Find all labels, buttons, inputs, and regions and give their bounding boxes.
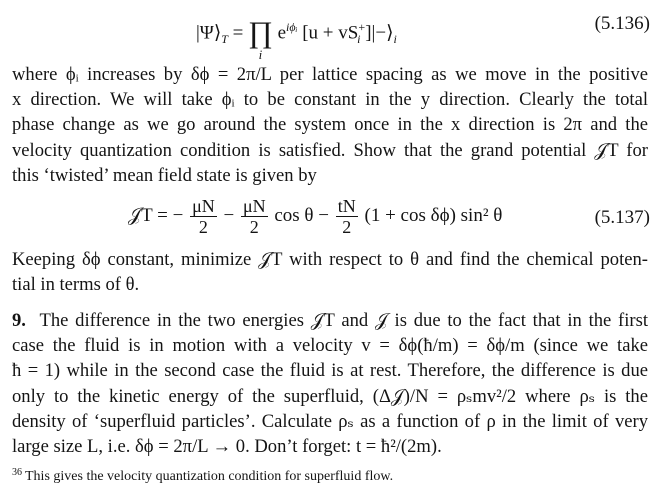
fraction-mu-n-over-2-b bbox=[241, 196, 268, 237]
eq136-dagger: + bbox=[358, 20, 366, 35]
eq136-exp-power: iϕᵢ bbox=[286, 20, 298, 35]
fraction-t-n-over-2 bbox=[336, 196, 358, 237]
fraction-denominator: 2 bbox=[249, 217, 259, 237]
fraction-denominator: 2 bbox=[342, 217, 352, 237]
footnote-text: This gives the velocity quantization condition for superfluid flow. bbox=[25, 469, 394, 484]
eq136-product bbox=[248, 18, 273, 62]
product-symbol: ∏ bbox=[248, 16, 273, 49]
paragraph2-line: Keeping δϕ constant, minimize 𝒥T with respect to θ and find the chemical poten- bbox=[12, 249, 648, 270]
eq136-dagger-sub: i bbox=[357, 32, 361, 47]
equation-5-136 bbox=[0, 8, 662, 62]
footnote-marker: 36 bbox=[12, 467, 22, 478]
eq137-cos-term: cos θ − bbox=[274, 204, 329, 226]
paragraph-twisted-state bbox=[12, 62, 648, 188]
problem9-line: only to the kinetic energy of the superfluid, (Δ𝒥)/N = ρₛmv²/2 where ρₛ is the bbox=[12, 385, 648, 407]
equation-number-5-137: (5.137) bbox=[594, 207, 650, 228]
fraction-numerator: μN bbox=[242, 196, 266, 216]
eq137-tail: (1 + cos δϕ) sin² θ bbox=[364, 204, 503, 226]
problem9-line-text: The difference in the two energies 𝒥T and 𝒥 is due to the fact that in the first bbox=[39, 310, 649, 331]
problem9-line: density of ‘superfluid particles’. Calculate ρₛ as a function of ρ in the limit of very bbox=[12, 410, 648, 432]
problem9-line bbox=[12, 308, 648, 333]
eq136-exp-base: e bbox=[277, 22, 287, 44]
paragraph1-line: velocity quantization condition is satisfied. Show that the grand potential 𝒥T for bbox=[12, 139, 648, 161]
paragraph1-line: this ‘twisted’ mean field state is given by bbox=[12, 164, 317, 186]
eq137-lhs: 𝒥T = bbox=[128, 204, 168, 226]
fraction-numerator: μN bbox=[192, 196, 215, 216]
equation-5-137 bbox=[0, 194, 662, 244]
equation-5-137-body bbox=[128, 196, 502, 237]
problem9-line: case the fluid is in motion with a velocity v = δϕ(ħ/m) = δϕ/m (since we take bbox=[12, 335, 648, 357]
footnote bbox=[12, 464, 393, 486]
eq137-minus-2: − bbox=[223, 204, 235, 226]
paragraph1-line: where ϕᵢ increases by δϕ = 2π/L per lattice spacing as we move in the positive bbox=[12, 64, 648, 85]
eq136-tail: ]|−⟩ bbox=[365, 22, 394, 44]
fraction-mu-n-over-2 bbox=[190, 196, 217, 237]
eq136-lhs-sub: T bbox=[221, 32, 228, 47]
problem-9 bbox=[12, 308, 648, 459]
paragraph1-line: phase change as we go around the system once in the x direction is 2π and the bbox=[12, 114, 648, 136]
fraction-denominator: 2 bbox=[198, 217, 208, 237]
fraction-numerator: tN bbox=[337, 196, 356, 216]
paragraph2-line: tial in terms of θ. bbox=[12, 274, 140, 296]
paragraph-minimize bbox=[12, 247, 648, 297]
paragraph1-line: x direction. We will take ϕᵢ to be constant in the y direction. Clearly the total bbox=[12, 89, 648, 111]
equation-5-136-body bbox=[196, 12, 397, 62]
equation-number-5-136: (5.136) bbox=[594, 13, 650, 34]
eq136-tail-sub: i bbox=[393, 32, 397, 47]
eq136-bracket: [u + vS bbox=[302, 22, 359, 44]
eq137-minus-1: − bbox=[172, 204, 184, 226]
problem9-line: ħ = 1) while in the second case the fluid is at rest. Therefore, the difference is due bbox=[12, 360, 648, 382]
problem9-line: large size L, i.e. δϕ = 2π/L → 0. Don’t forget: t = ħ²/(2m). bbox=[12, 436, 442, 458]
product-index: i bbox=[258, 47, 263, 62]
eq136-lhs: |Ψ⟩ bbox=[196, 22, 222, 44]
eq136-equals: = bbox=[232, 22, 244, 44]
problem-number: 9. bbox=[12, 310, 26, 331]
